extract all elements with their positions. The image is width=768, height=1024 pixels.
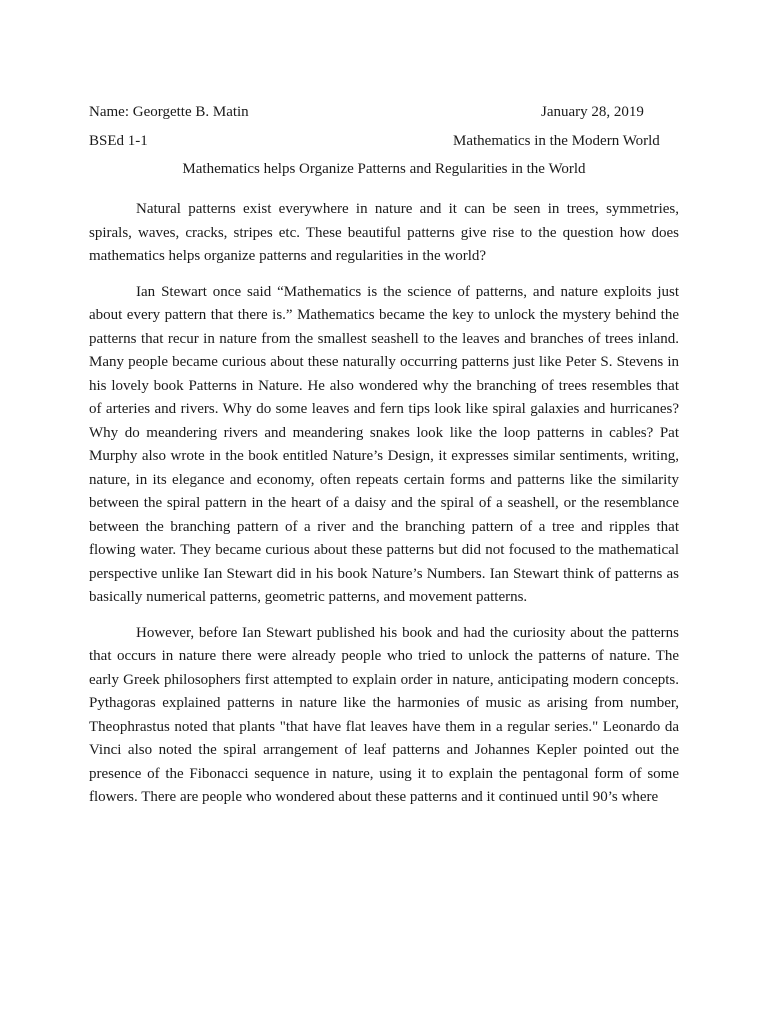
paragraph: Ian Stewart once said “Mathematics is the science of patterns, and nature exploits just about every pattern that there is.” Mathematics became the key to unlock the mystery behind the patterns that recur in nature from the smallest seashell to the leaves and branches of trees inland. Many people became curious about these naturally occurring patterns just like Peter S. Stevens in his lovely book Patterns in Nature. He also wondered why the branching of trees resembles that of arteries and rivers. Why do some leaves and fern tips look like spiral galaxies and hurricanes? Why do meandering rivers and meandering snakes look like the loop patterns in cables? Pat Murphy also wrote in the book entitled Nature’s Design, it expresses similar sentiments, writing, nature, in its elegance and economy, often repeats certain forms and patterns like the similarity between the spiral pattern in the heart of a daisy and the spiral of a seashell, or the resemblance between the branching pattern of a river and the branching pattern of a tree and ripples that flowing water. They became curious about these patterns but did not focused to the mathematical perspective unlike Ian Stewart did in his book Nature’s Numbers. Ian Stewart think of patterns as basically numerical patterns, geometric patterns, and movement patterns. (89, 283, 679, 605)
course-name: Mathematics in the Modern World (453, 133, 660, 149)
document-title: Mathematics helps Organize Patterns and Regularities in the World (182, 161, 586, 177)
student-name: Name: Georgette B. Matin (89, 104, 249, 120)
student-section: BSEd 1-1 (89, 133, 148, 149)
header-row-2 (89, 131, 663, 151)
submission-date: January 28, 2019 (541, 104, 644, 120)
document-body (89, 198, 679, 822)
paragraph: However, before Ian Stewart published his book and had the curiosity about the patterns that occurs in nature there were already people who tried to unlock the patterns of nature. The early Greek philosophers first attempted to explain order in nature, anticipating modern concepts. Pythagoras explained patterns in nature like the harmonies of music as arising from number, Theophrastus noted that plants "that have flat leaves have them in a regular series." Leonardo da Vinci also noted the spiral arrangement of leaf patterns and Johannes Kepler pointed out the presence of the Fibonacci sequence in nature, using it to explain the pentagonal form of some flowers. There are people who wondered about these patterns and it continued until 90’s where (89, 624, 679, 805)
header-row-1 (89, 102, 663, 122)
paragraph: Natural patterns exist everywhere in nature and it can be seen in trees, symmetries, spirals, waves, cracks, stripes etc. These beautiful patterns give rise to the question how does mathematics helps organize patterns and regularities in the world? (89, 201, 679, 264)
